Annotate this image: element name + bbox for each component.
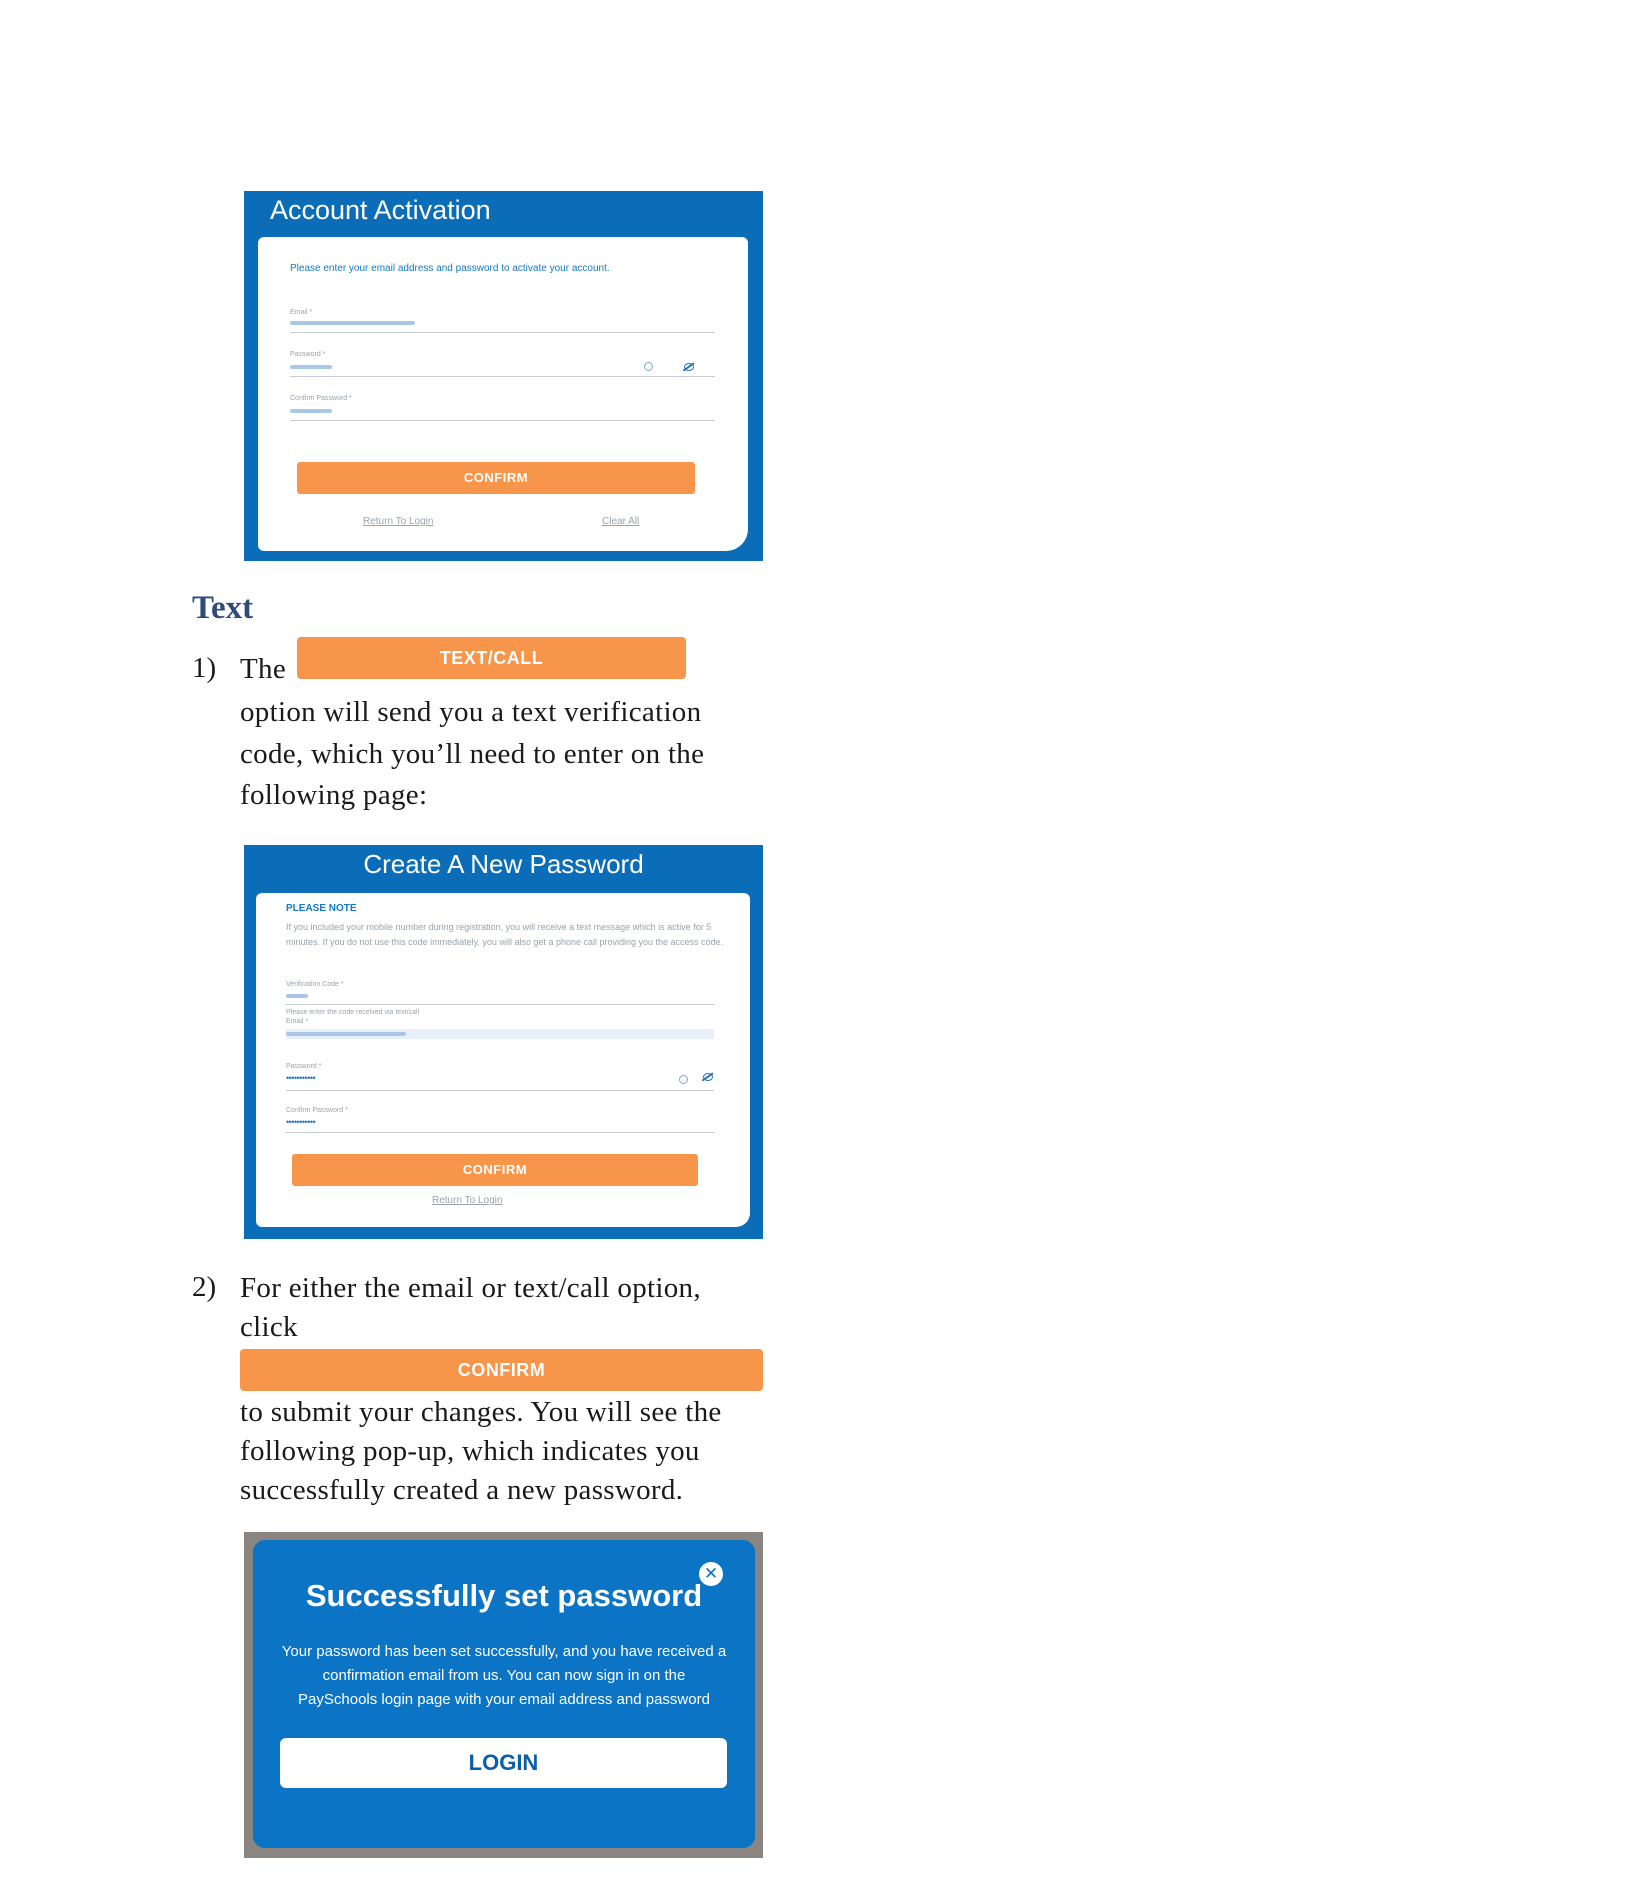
close-icon[interactable]: ✕: [699, 1562, 723, 1586]
step-2-line-5: successfully created a new password.: [240, 1474, 684, 1506]
verification-code-value-blurred: [286, 994, 308, 998]
success-message: [263, 1640, 745, 1712]
activation-form-panel: [258, 237, 748, 551]
please-note-body: If you included your mobile number during registration, you will receive a text message which is active for 5 minutes. If you do not use this code immediately, you will also get a phone call providing you the access code.: [286, 922, 724, 947]
confirm-password-label: Confirm Password *: [290, 395, 352, 402]
email-value-blurred-2: [286, 1032, 406, 1036]
confirm-password-field-2[interactable]: [286, 1107, 714, 1133]
create-password-title: Create A New Password: [363, 849, 644, 879]
step-1-lead: The: [240, 653, 286, 685]
password-label: Password *: [290, 351, 326, 358]
step-1-line-1: option will send you a text verification: [240, 696, 702, 728]
email-field[interactable]: [290, 309, 715, 333]
please-note-heading: PLEASE NOTE: [286, 903, 357, 914]
email-label-2: Email *: [286, 1018, 309, 1025]
email-value-blurred: [290, 321, 415, 325]
success-title: Successfully set password: [305, 1578, 703, 1613]
return-to-login-link-2[interactable]: Return To Login: [432, 1195, 503, 1206]
success-message-line-1: Your password has been set successfully, and you have received a: [281, 1643, 727, 1660]
verification-code-label: Verification Code *: [286, 981, 344, 988]
password-underline-2: [286, 1090, 714, 1091]
section-heading: Text: [192, 590, 254, 626]
create-password-screenshot: [244, 845, 763, 1239]
step-2-line-3: to submit your changes. You will see the: [240, 1396, 722, 1428]
step-1-line-2: code, which you’ll need to enter on the: [240, 738, 705, 770]
confirm-password-dots: •••••••••••: [286, 1117, 316, 1127]
success-message-line-3: PaySchools login page with your email address and password: [298, 1691, 710, 1708]
step-2-line-4: following pop-up, which indicates you: [240, 1435, 700, 1467]
verification-hint: Please enter the code received via text/call: [286, 1009, 420, 1016]
password-field-2[interactable]: [286, 1063, 714, 1091]
activation-intro-text: Please enter your email address and password to activate your account.: [290, 263, 610, 274]
verification-code-field[interactable]: [286, 981, 714, 1005]
confirm-button-inline: CONFIRM: [240, 1349, 763, 1391]
password-field[interactable]: [290, 351, 715, 377]
password-value-blurred: [290, 365, 332, 369]
password-dots: •••••••••••: [286, 1073, 316, 1083]
email-underline: [290, 332, 715, 333]
email-label: Email *: [290, 309, 313, 316]
create-password-form-panel: [256, 893, 750, 1227]
confirm-button[interactable]: CONFIRM: [297, 462, 695, 494]
confirm-password-underline-2: [286, 1132, 714, 1133]
account-activation-title: Account Activation: [270, 195, 491, 225]
clear-all-link[interactable]: Clear All: [602, 516, 640, 527]
login-button[interactable]: LOGIN: [280, 1738, 727, 1788]
confirm-password-field[interactable]: [290, 395, 715, 421]
step-2-line-1: For either the email or text/call option,: [240, 1272, 701, 1304]
return-to-login-link[interactable]: Return To Login: [363, 516, 434, 527]
info-icon[interactable]: [644, 362, 653, 371]
confirm-password-underline: [290, 420, 715, 421]
step-2-number: 2): [192, 1271, 217, 1303]
success-message-line-2: confirmation email from us. You can now sign in on the: [322, 1667, 686, 1684]
step-1-number: 1): [192, 652, 217, 684]
step-1-line-3: following page:: [240, 779, 428, 811]
success-modal: [253, 1540, 755, 1848]
toggle-visibility-icon-2[interactable]: [703, 1073, 713, 1081]
email-field-2[interactable]: [286, 1009, 714, 1043]
confirm-button-2[interactable]: CONFIRM: [292, 1154, 698, 1186]
password-label-2: Password *: [286, 1063, 322, 1070]
verification-code-underline: [286, 1004, 714, 1005]
info-icon-2[interactable]: [679, 1075, 688, 1084]
confirm-password-value-blurred: [290, 409, 332, 413]
account-activation-screenshot: [244, 191, 763, 561]
step-2-line-2: click: [240, 1311, 298, 1343]
confirm-password-label-2: Confirm Password *: [286, 1107, 348, 1114]
text-call-button: TEXT/CALL: [297, 637, 686, 679]
password-underline: [290, 376, 715, 377]
success-popup-screenshot: [244, 1532, 763, 1858]
toggle-visibility-icon[interactable]: [684, 363, 694, 371]
